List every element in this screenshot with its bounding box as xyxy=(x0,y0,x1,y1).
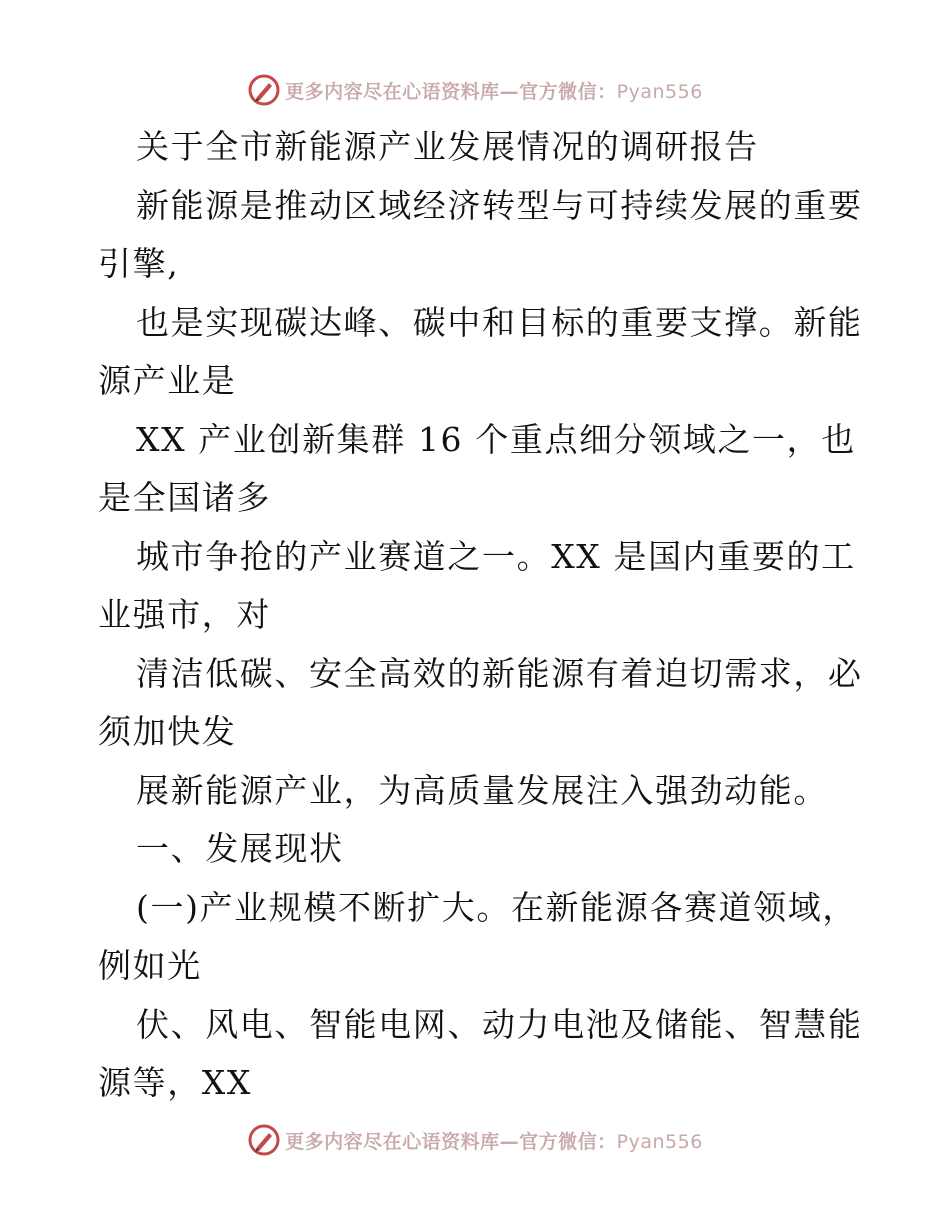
pen-logo-icon xyxy=(247,73,281,107)
text-line: 也是实现碳达峰、碳中和目标的重要支撑。新能 xyxy=(136,302,863,342)
pen-logo-icon xyxy=(247,1123,281,1157)
text-line: 源等，XX xyxy=(98,1063,252,1102)
text-line: 伏、风电、智能电网、动力电池及储能、智慧能 xyxy=(136,1004,863,1044)
text-line: 源产业是 xyxy=(98,361,237,400)
watermark-text: 更多内容尽在心语资料库—官方微信：Pyan556 xyxy=(285,80,703,103)
text-line: 清洁低碳、安全高效的新能源有着迫切需求，必 xyxy=(136,653,863,693)
text-line: 城市争抢的产业赛道之一。XX 是国内重要的工 xyxy=(136,536,856,576)
watermark-header xyxy=(0,70,950,110)
text-line: XX 产业创新集群 16 个重点细分领域之一，也 xyxy=(136,419,856,459)
text-line: 业强市，对 xyxy=(98,595,271,634)
text-line: (一)产业规模不断扩大。在新能源各赛道领域， xyxy=(136,887,857,927)
text-line: 展新能源产业，为高质量发展注入强劲动能。 xyxy=(136,770,828,810)
text-line: 须加快发 xyxy=(98,712,237,751)
text-line: 引擎, xyxy=(98,244,180,283)
text-line: 关于全市新能源产业发展情况的调研报告 xyxy=(136,127,759,166)
text-line: 是全国诸多 xyxy=(98,478,271,517)
document-body xyxy=(98,118,863,1113)
watermark-text: 更多内容尽在心语资料库—官方微信：Pyan556 xyxy=(285,1130,703,1153)
text-line: 一、发展现状 xyxy=(136,829,344,868)
watermark-footer xyxy=(0,1120,950,1160)
text-line: 例如光 xyxy=(98,946,202,985)
text-line: 新能源是推动区域经济转型与可持续发展的重要 xyxy=(136,185,863,225)
